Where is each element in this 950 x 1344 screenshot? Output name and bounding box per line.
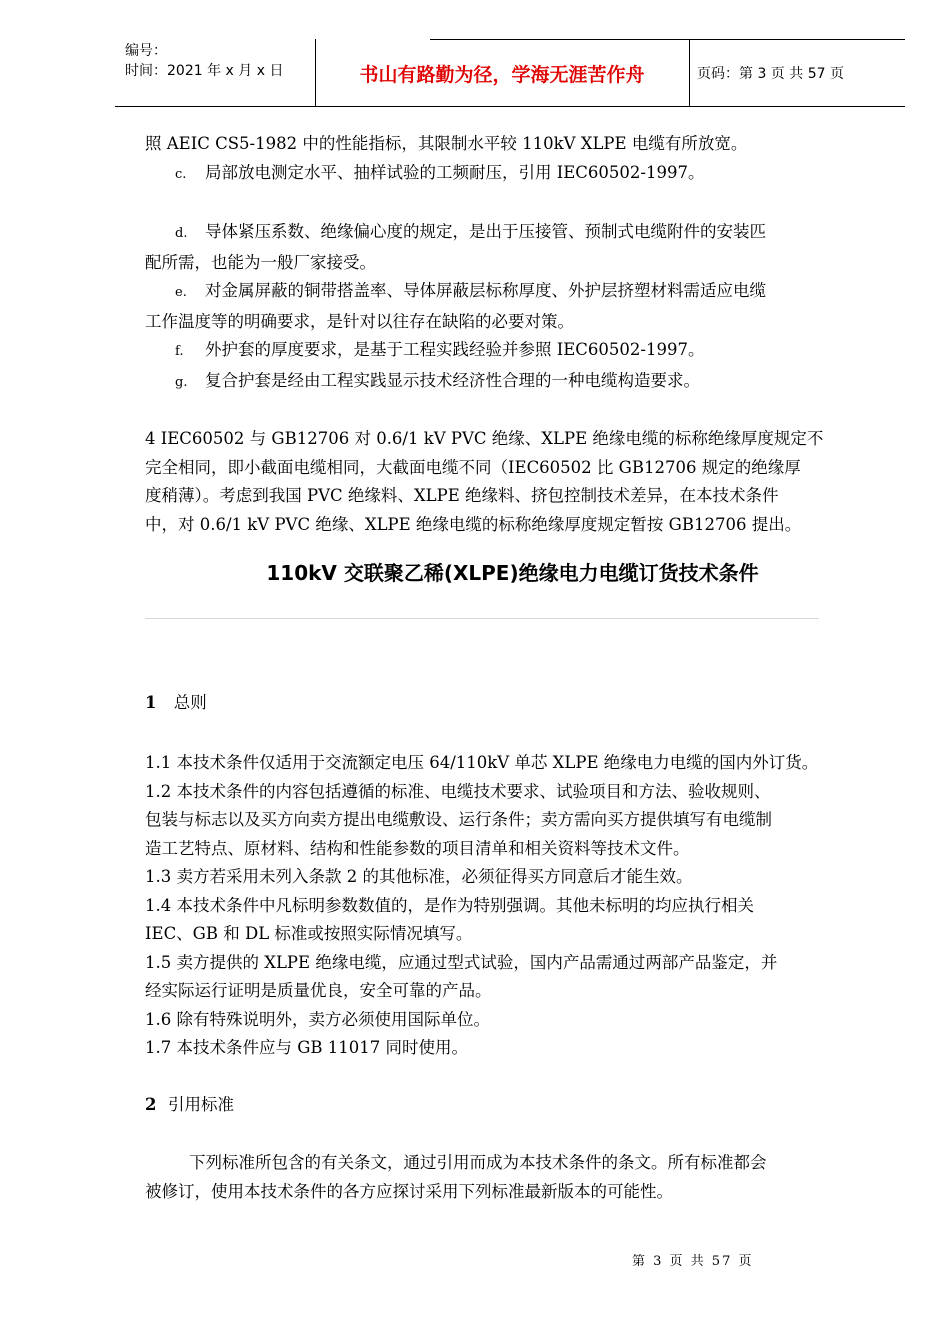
list-label-f: f. bbox=[175, 344, 184, 359]
clause-1-5a: 1.5 卖方提供的 XLPE 绝缘电缆，应通过型式试验，国内产品需通过两部产品鉴定，并 bbox=[145, 952, 778, 972]
list-label-e: e. bbox=[175, 285, 187, 300]
list-item-d bbox=[145, 218, 880, 249]
spacer bbox=[145, 717, 880, 749]
list-text-c: 局部放电测定水平、抽样试验的工频耐压，引用 IEC60502-1997。 bbox=[205, 162, 705, 182]
list-label-g: g. bbox=[175, 374, 188, 390]
clause-1-7: 1.7 本技术条件应与 GB 11017 同时使用。 bbox=[145, 1038, 469, 1057]
list-item-g bbox=[145, 367, 880, 398]
header-page-info: 页码：第 3 页 共 57 页 bbox=[697, 66, 844, 82]
document-title: 110kV 交联聚乙稀(XLPE)绝缘电力电缆订货技术条件 bbox=[266, 561, 759, 585]
page-footer: 第 3 页 共 57 页 bbox=[632, 1254, 754, 1269]
clause-1-5b: 经实际运行证明是质量优良，安全可靠的产品。 bbox=[145, 981, 492, 1000]
list-text-d-cont: 配所需，也能为一般厂家接受。 bbox=[145, 252, 376, 272]
list-text-g: 复合护套是经由工程实践显示技术经济性合理的一种电缆构造要求。 bbox=[205, 370, 700, 390]
paragraph-aeic: 照 AEIC CS5-1982 中的性能指标，其限制水平较 110kV XLPE 电缆有所放宽。 bbox=[145, 134, 748, 153]
list-text-f: 外护套的厚度要求，是基于工程实践经验并参照 IEC60502-1997。 bbox=[205, 340, 705, 359]
list-text-e-cont: 工作温度等的明确要求，是针对以往存在缺陷的必要对策。 bbox=[145, 311, 574, 331]
clause-1-2c: 造工艺特点、原材料、结构和性能参数的项目清单和相关资料等技术文件。 bbox=[145, 838, 690, 858]
section-2-paragraph-line2: 被修订，使用本技术条件的各方应探讨采用下列标准最新版本的可能性。 bbox=[145, 1181, 673, 1201]
spacer bbox=[145, 1063, 880, 1091]
section-2-heading bbox=[145, 1091, 880, 1120]
spacer bbox=[145, 588, 880, 618]
header-number-label: 编号： bbox=[125, 43, 167, 59]
section-2-number: 2 bbox=[145, 1094, 157, 1114]
spacer bbox=[145, 539, 880, 559]
list-item-e bbox=[145, 277, 880, 308]
clause-1-1: 1.1 本技术条件仅适用于交流额定电压 64/110kV 单芯 XLPE 绝缘电力电缆的国内外订货。 bbox=[145, 753, 819, 772]
spacer bbox=[145, 189, 880, 218]
list-item-f bbox=[145, 336, 880, 367]
list-item-c bbox=[145, 159, 880, 190]
clause-1-4a: 1.4 本技术条件中凡标明参数数值的，是作为特别强调。其他未标明的均应执行相关 bbox=[145, 895, 754, 915]
paragraph-4-line2: 完全相同，即小截面电缆相同，大截面电缆不同（IEC60502 比 GB12706 规定的绝缘厚 bbox=[145, 457, 801, 477]
list-label-d: d. bbox=[175, 226, 188, 241]
header-divider-right bbox=[689, 39, 690, 107]
clause-1-2b: 包装与标志以及买方向卖方提出电缆敷设、运行条件；卖方需向买方提供填写有电缆制 bbox=[145, 810, 772, 829]
clause-1-2a: 1.2 本技术条件的内容包括遵循的标准、电缆技术要求、试验项目和方法、验收规则、 bbox=[145, 781, 771, 801]
clause-1-6: 1.6 除有特殊说明外，卖方必须使用国际单位。 bbox=[145, 1009, 490, 1029]
paragraph-4-line3: 度稍薄）。考虑到我国 PVC 绝缘料、XLPE 绝缘料、挤包控制技术差异，在本技术条件 bbox=[145, 486, 779, 505]
spacer bbox=[145, 397, 880, 425]
section-1-heading bbox=[145, 689, 880, 718]
section-1-number: 1 bbox=[145, 692, 157, 712]
header-motto: 书山有路勤为径，学海无涯苦作舟 bbox=[359, 63, 645, 86]
clause-1-3: 1.3 卖方若采用未列入条款 2 的其他标准，必须征得买方同意后才能生效。 bbox=[145, 867, 693, 886]
list-label-c: c. bbox=[175, 166, 187, 182]
section-2-paragraph-line1: 下列标准所包含的有关条文，通过引用而成为本技术条件的条文。所有标准都会 bbox=[189, 1153, 767, 1172]
page-header bbox=[115, 39, 905, 107]
list-text-d: 导体紧压系数、绝缘偏心度的规定，是出于压接管、预制式电缆附件的安装匹 bbox=[205, 222, 766, 241]
document-body bbox=[145, 130, 880, 1206]
list-text-e: 对金属屏蔽的铜带搭盖率、导体屏蔽层标称厚度、外护层挤塑材料需适应电缆 bbox=[205, 281, 766, 300]
clause-1-4b: IEC、GB 和 DL 标准或按照实际情况填写。 bbox=[145, 924, 473, 943]
paragraph-4-line1: 4 IEC60502 与 GB12706 对 0.6/1 kV PVC 绝缘、XLPE 绝缘电缆的标称绝缘厚度规定不 bbox=[145, 429, 824, 448]
spacer bbox=[145, 1119, 880, 1149]
paragraph-4-line4: 中，对 0.6/1 kV PVC 绝缘、XLPE 绝缘电缆的标称绝缘厚度规定暂按 GB12706 提出。 bbox=[145, 514, 802, 534]
header-time-label: 时间：2021 年 x 月 x 日 bbox=[125, 63, 284, 79]
section-1-title: 总则 bbox=[173, 692, 207, 712]
spacer bbox=[145, 619, 880, 689]
section-2-title: 引用标准 bbox=[167, 1094, 234, 1114]
